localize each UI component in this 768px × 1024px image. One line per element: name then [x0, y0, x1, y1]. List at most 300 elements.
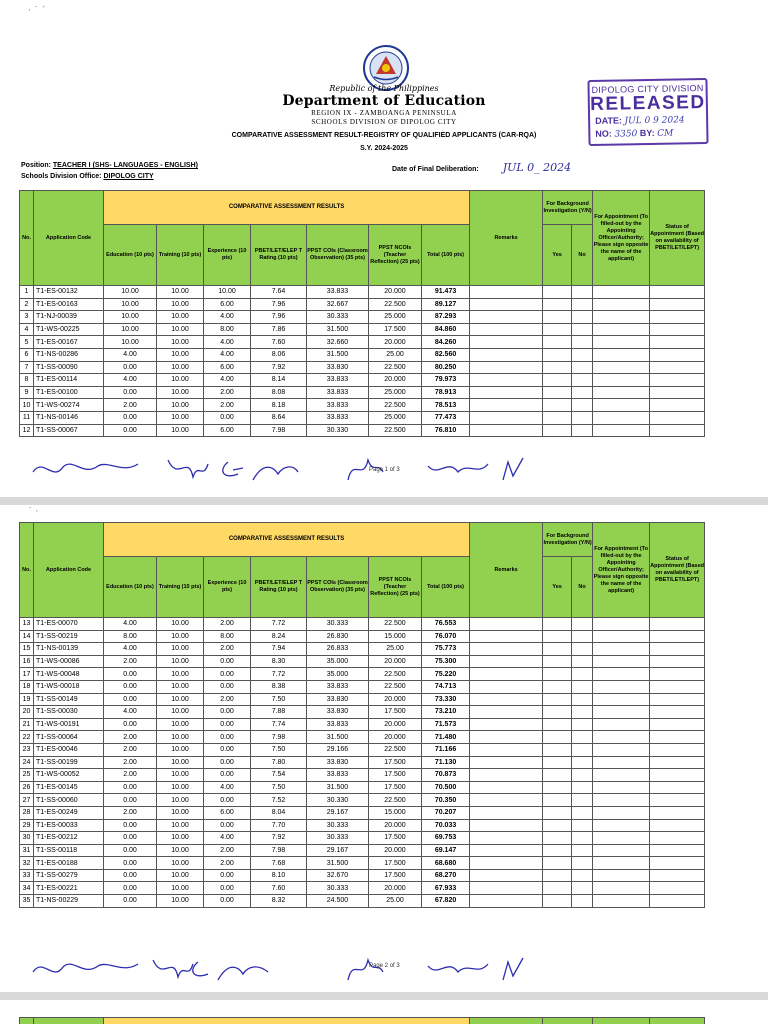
ncoi-score: 20.000	[369, 731, 422, 744]
bi-yes-cell	[543, 668, 572, 681]
status-cell	[650, 731, 705, 744]
coi-score: 31.500	[307, 731, 369, 744]
stamp-no-label: NO:	[595, 128, 612, 139]
status-cell	[650, 298, 705, 311]
bi-yes-cell	[543, 336, 572, 349]
education-score: 2.00	[104, 769, 157, 782]
pbet-rating: 7.96	[251, 298, 307, 311]
training-score: 10.00	[157, 643, 204, 656]
col-no-answer: No	[572, 225, 593, 286]
row-no: 35	[20, 895, 34, 908]
deliberation-line	[392, 161, 571, 174]
coi-score: 26.830	[307, 630, 369, 643]
ncoi-score: 22.500	[369, 424, 422, 437]
coi-score: 33.830	[307, 361, 369, 374]
total-score: 71.480	[422, 731, 470, 744]
bi-yes-cell	[543, 361, 572, 374]
status-cell	[650, 399, 705, 412]
experience-score: 2.00	[204, 386, 251, 399]
bi-no-cell	[572, 781, 593, 794]
pbet-rating: 8.30	[251, 655, 307, 668]
table-row	[20, 706, 705, 719]
total-score: 79.973	[422, 374, 470, 387]
coi-score: 24.500	[307, 895, 369, 908]
coi-score: 31.500	[307, 781, 369, 794]
total-score: 71.166	[422, 743, 470, 756]
training-score: 10.00	[157, 336, 204, 349]
remarks-cell	[470, 857, 543, 870]
total-score: 73.210	[422, 706, 470, 719]
ncoi-score: 22.500	[369, 794, 422, 807]
remarks-cell	[470, 781, 543, 794]
bi-yes-cell	[543, 618, 572, 631]
training-score: 10.00	[157, 693, 204, 706]
bi-yes-cell	[543, 794, 572, 807]
total-score: 91.473	[422, 286, 470, 299]
coi-score: 33.833	[307, 411, 369, 424]
row-no: 27	[20, 794, 34, 807]
remarks-cell	[470, 286, 543, 299]
table-row	[20, 361, 705, 374]
bi-no-cell	[572, 298, 593, 311]
bi-no-cell	[572, 895, 593, 908]
application-code: T1-SS-00090	[34, 361, 104, 374]
training-score: 10.00	[157, 298, 204, 311]
appointment-cell	[593, 643, 650, 656]
remarks-cell	[470, 336, 543, 349]
status-cell	[650, 361, 705, 374]
total-score: 84.860	[422, 323, 470, 336]
appointment-cell	[593, 298, 650, 311]
pbet-rating: 8.64	[251, 411, 307, 424]
bi-no-cell	[572, 869, 593, 882]
ncoi-score: 20.000	[369, 844, 422, 857]
education-score: 0.00	[104, 832, 157, 845]
row-no: 21	[20, 718, 34, 731]
education-score: 2.00	[104, 399, 157, 412]
table-row	[20, 693, 705, 706]
pbet-rating: 7.50	[251, 781, 307, 794]
col-group-car: COMPARATIVE ASSESSMENT RESULTS	[104, 523, 470, 557]
appointment-cell	[593, 769, 650, 782]
pbet-rating: 8.14	[251, 374, 307, 387]
row-no: 25	[20, 769, 34, 782]
page-number-2: Page 2 of 3	[369, 963, 400, 969]
bi-yes-cell	[543, 718, 572, 731]
col-group-bi	[543, 1018, 593, 1024]
ncoi-score: 20.000	[369, 693, 422, 706]
total-score: 77.473	[422, 411, 470, 424]
position-label: Position:	[21, 162, 51, 169]
bi-yes-cell	[543, 693, 572, 706]
coi-score: 29.166	[307, 743, 369, 756]
training-score: 10.00	[157, 869, 204, 882]
ncoi-score: 17.500	[369, 323, 422, 336]
education-score: 0.00	[104, 844, 157, 857]
remarks-cell	[470, 769, 543, 782]
experience-score: 0.00	[204, 882, 251, 895]
experience-score: 0.00	[204, 743, 251, 756]
application-code: T1-SS-00118	[34, 844, 104, 857]
appointment-cell	[593, 680, 650, 693]
training-score: 10.00	[157, 819, 204, 832]
document-title: COMPARATIVE ASSESSMENT RESULT-REGISTRY OF QUALIFIED APPLICANTS (CAR-RQA)	[231, 132, 537, 139]
status-cell	[650, 655, 705, 668]
remarks-cell	[470, 655, 543, 668]
pbet-rating: 7.50	[251, 693, 307, 706]
bi-no-cell	[572, 374, 593, 387]
total-score: 76.810	[422, 424, 470, 437]
col-appointment: For Appointment (To filled-out by the Appointing Officer/Authority; Please sign opposite the name of the applicant)	[593, 523, 650, 618]
coi-score: 29.167	[307, 806, 369, 819]
application-code: T1-WS-00086	[34, 655, 104, 668]
total-score: 82.560	[422, 348, 470, 361]
bi-no-cell	[572, 361, 593, 374]
document-title-block	[0, 129, 768, 155]
application-code: T1-NS-00229	[34, 895, 104, 908]
row-no: 2	[20, 298, 34, 311]
experience-score: 2.00	[204, 643, 251, 656]
row-no: 15	[20, 643, 34, 656]
education-score: 0.00	[104, 869, 157, 882]
col-yes: Yes	[543, 557, 572, 618]
ncoi-score: 22.500	[369, 680, 422, 693]
ncoi-score: 17.500	[369, 869, 422, 882]
application-code: T1-ES-00188	[34, 857, 104, 870]
experience-score: 2.00	[204, 399, 251, 412]
bi-yes-cell	[543, 298, 572, 311]
bi-no-cell	[572, 411, 593, 424]
education-score: 0.00	[104, 424, 157, 437]
coi-score: 30.333	[307, 311, 369, 324]
bi-no-cell	[572, 731, 593, 744]
table-row	[20, 819, 705, 832]
pbet-rating: 8.18	[251, 399, 307, 412]
education-score: 2.00	[104, 731, 157, 744]
training-score: 10.00	[157, 323, 204, 336]
education-score: 0.00	[104, 411, 157, 424]
assessment-table-page-2	[19, 522, 705, 908]
document-page-2	[0, 505, 768, 992]
table-row	[20, 655, 705, 668]
pbet-rating: 7.98	[251, 844, 307, 857]
appointment-cell	[593, 311, 650, 324]
remarks-cell	[470, 731, 543, 744]
bi-yes-cell	[543, 386, 572, 399]
application-code: T1-WS-00018	[34, 680, 104, 693]
application-code: T1-SS-00064	[34, 731, 104, 744]
status-cell	[650, 348, 705, 361]
training-score: 10.00	[157, 832, 204, 845]
application-code: T1-ES-00100	[34, 386, 104, 399]
table-row	[20, 399, 705, 412]
bi-no-cell	[572, 756, 593, 769]
coi-score: 35.000	[307, 668, 369, 681]
appointment-cell	[593, 668, 650, 681]
appointment-cell	[593, 630, 650, 643]
pbet-rating: 7.54	[251, 769, 307, 782]
education-score: 4.00	[104, 643, 157, 656]
remarks-cell	[470, 832, 543, 845]
appointment-cell	[593, 832, 650, 845]
school-year: S.Y. 2024-2025	[360, 145, 408, 152]
status-cell	[650, 743, 705, 756]
pbet-rating: 8.32	[251, 895, 307, 908]
table-row	[20, 311, 705, 324]
appointment-cell	[593, 718, 650, 731]
ncoi-score: 25.00	[369, 895, 422, 908]
ncoi-score: 20.000	[369, 718, 422, 731]
education-score: 0.00	[104, 794, 157, 807]
pbet-rating: 7.98	[251, 424, 307, 437]
col-group-bi: For Background Investigation (Y/N)	[543, 191, 593, 225]
table-row	[20, 869, 705, 882]
table-row	[20, 374, 705, 387]
table-body-page-2	[20, 618, 705, 908]
status-cell	[650, 311, 705, 324]
education-score: 10.00	[104, 311, 157, 324]
application-code: T1-ES-00070	[34, 618, 104, 631]
total-score: 68.270	[422, 869, 470, 882]
position-line	[21, 162, 198, 169]
row-no: 19	[20, 693, 34, 706]
education-score: 0.00	[104, 680, 157, 693]
ncoi-score: 22.500	[369, 298, 422, 311]
ncoi-score: 20.000	[369, 655, 422, 668]
bi-no-cell	[572, 286, 593, 299]
table-row	[20, 832, 705, 845]
row-no: 11	[20, 411, 34, 424]
appointment-cell	[593, 756, 650, 769]
status-cell	[650, 869, 705, 882]
pbet-rating: 7.68	[251, 857, 307, 870]
training-score: 10.00	[157, 706, 204, 719]
application-code: T1-SS-00067	[34, 424, 104, 437]
table-row	[20, 630, 705, 643]
application-code: T1-SS-00030	[34, 706, 104, 719]
col-application-code: Application Code	[34, 523, 104, 618]
appointment-cell	[593, 399, 650, 412]
application-code: T1-ES-00212	[34, 832, 104, 845]
appointment-cell	[593, 618, 650, 631]
experience-score: 0.00	[204, 794, 251, 807]
education-score: 0.00	[104, 386, 157, 399]
ncoi-score: 17.500	[369, 769, 422, 782]
bi-yes-cell	[543, 655, 572, 668]
bi-yes-cell	[543, 882, 572, 895]
coi-score: 30.333	[307, 832, 369, 845]
row-no: 24	[20, 756, 34, 769]
bi-yes-cell	[543, 348, 572, 361]
coi-score: 30.333	[307, 618, 369, 631]
experience-score: 0.00	[204, 655, 251, 668]
status-cell	[650, 411, 705, 424]
total-score: 76.553	[422, 618, 470, 631]
sdo-value: DIPOLOG CITY	[103, 173, 154, 180]
table-row	[20, 844, 705, 857]
status-cell	[650, 832, 705, 845]
coi-score: 33.833	[307, 769, 369, 782]
training-score: 10.00	[157, 882, 204, 895]
appointment-cell	[593, 869, 650, 882]
row-no: 26	[20, 781, 34, 794]
coi-score: 33.833	[307, 286, 369, 299]
bi-yes-cell	[543, 895, 572, 908]
appointment-cell	[593, 336, 650, 349]
ncoi-score: 15.000	[369, 806, 422, 819]
appointment-cell	[593, 348, 650, 361]
experience-score: 0.00	[204, 680, 251, 693]
status-cell	[650, 806, 705, 819]
pbet-rating: 8.10	[251, 869, 307, 882]
department-name: Department of Education	[282, 93, 486, 109]
appointment-cell	[593, 424, 650, 437]
remarks-cell	[470, 895, 543, 908]
training-score: 10.00	[157, 895, 204, 908]
appointment-cell	[593, 374, 650, 387]
col-experience: Experience (10 pts)	[204, 557, 251, 618]
ncoi-score: 17.500	[369, 781, 422, 794]
ncoi-score: 15.000	[369, 630, 422, 643]
coi-score: 31.500	[307, 348, 369, 361]
training-score: 10.00	[157, 386, 204, 399]
education-score: 4.00	[104, 618, 157, 631]
education-score: 4.00	[104, 706, 157, 719]
row-no: 14	[20, 630, 34, 643]
coi-score: 33.830	[307, 693, 369, 706]
education-score: 10.00	[104, 298, 157, 311]
col-no	[20, 1018, 34, 1024]
training-score: 10.00	[157, 618, 204, 631]
experience-score: 0.00	[204, 411, 251, 424]
total-score: 67.820	[422, 895, 470, 908]
application-code: T1-ES-00114	[34, 374, 104, 387]
bi-yes-cell	[543, 781, 572, 794]
table-row	[20, 731, 705, 744]
col-coi: PPST COIs (Classroom Observation) (35 pts)	[307, 225, 369, 286]
application-code: T1-SS-00279	[34, 869, 104, 882]
total-score: 75.300	[422, 655, 470, 668]
training-score: 10.00	[157, 655, 204, 668]
bi-no-cell	[572, 882, 593, 895]
pbet-rating: 7.64	[251, 286, 307, 299]
bi-yes-cell	[543, 832, 572, 845]
row-no: 8	[20, 374, 34, 387]
col-education: Education (10 pts)	[104, 225, 157, 286]
table-row	[20, 298, 705, 311]
education-score: 0.00	[104, 895, 157, 908]
col-no-answer: No	[572, 557, 593, 618]
experience-score: 4.00	[204, 336, 251, 349]
col-appointment	[593, 1018, 650, 1024]
experience-score: 2.00	[204, 857, 251, 870]
remarks-cell	[470, 794, 543, 807]
table-row	[20, 386, 705, 399]
position-value: TEACHER I (SHS- LANGUAGES - ENGLISH)	[52, 162, 198, 169]
education-score: 0.00	[104, 882, 157, 895]
education-score: 2.00	[104, 756, 157, 769]
bi-yes-cell	[543, 411, 572, 424]
experience-score: 0.00	[204, 869, 251, 882]
application-code: T1-WS-00048	[34, 668, 104, 681]
coi-score: 32.670	[307, 869, 369, 882]
bi-no-cell	[572, 336, 593, 349]
status-cell	[650, 819, 705, 832]
ncoi-score: 25.000	[369, 386, 422, 399]
bi-yes-cell	[543, 869, 572, 882]
appointment-cell	[593, 844, 650, 857]
bi-no-cell	[572, 794, 593, 807]
remarks-cell	[470, 680, 543, 693]
status-cell	[650, 693, 705, 706]
experience-score: 4.00	[204, 311, 251, 324]
pbet-rating: 8.04	[251, 806, 307, 819]
stamp-no-value: 3350	[614, 129, 638, 140]
experience-score: 2.00	[204, 844, 251, 857]
experience-score: 0.00	[204, 731, 251, 744]
status-cell	[650, 756, 705, 769]
bi-yes-cell	[543, 731, 572, 744]
coi-score: 33.833	[307, 718, 369, 731]
education-score: 10.00	[104, 336, 157, 349]
table-row	[20, 756, 705, 769]
training-score: 10.00	[157, 361, 204, 374]
table-row	[20, 643, 705, 656]
pbet-rating: 7.72	[251, 618, 307, 631]
total-score: 75.773	[422, 643, 470, 656]
coi-score: 32.667	[307, 298, 369, 311]
col-group-car	[104, 1018, 470, 1024]
signatures-page-1	[28, 452, 548, 486]
ncoi-score: 20.000	[369, 286, 422, 299]
application-code: T1-SS-00149	[34, 693, 104, 706]
bi-no-cell	[572, 348, 593, 361]
republic-label: Republic of the Philippines	[329, 84, 439, 93]
total-score: 67.933	[422, 882, 470, 895]
coi-score: 30.333	[307, 882, 369, 895]
table-row	[20, 857, 705, 870]
pbet-rating: 7.74	[251, 718, 307, 731]
bi-no-cell	[572, 655, 593, 668]
coi-score: 31.500	[307, 857, 369, 870]
status-cell	[650, 668, 705, 681]
table-row	[20, 618, 705, 631]
ncoi-score: 17.500	[369, 857, 422, 870]
coi-score: 29.167	[307, 844, 369, 857]
row-no: 16	[20, 655, 34, 668]
col-total: Total (100 pts)	[422, 225, 470, 286]
total-score: 71.130	[422, 756, 470, 769]
total-score: 69.147	[422, 844, 470, 857]
remarks-cell	[470, 668, 543, 681]
stamp-status: RELEASED	[589, 91, 706, 116]
application-code: T1-ES-00046	[34, 743, 104, 756]
status-cell	[650, 895, 705, 908]
education-score: 0.00	[104, 857, 157, 870]
scan-mark: · ˙ ˊ	[28, 6, 46, 16]
col-coi: PPST COIs (Classroom Observation) (35 pts)	[307, 557, 369, 618]
training-score: 10.00	[157, 781, 204, 794]
application-code: T1-WS-00225	[34, 323, 104, 336]
training-score: 10.00	[157, 348, 204, 361]
col-total: Total (100 pts)	[422, 557, 470, 618]
coi-score: 33.833	[307, 680, 369, 693]
total-score: 70.500	[422, 781, 470, 794]
status-cell	[650, 882, 705, 895]
total-score: 73.330	[422, 693, 470, 706]
experience-score: 2.00	[204, 693, 251, 706]
total-score: 80.250	[422, 361, 470, 374]
